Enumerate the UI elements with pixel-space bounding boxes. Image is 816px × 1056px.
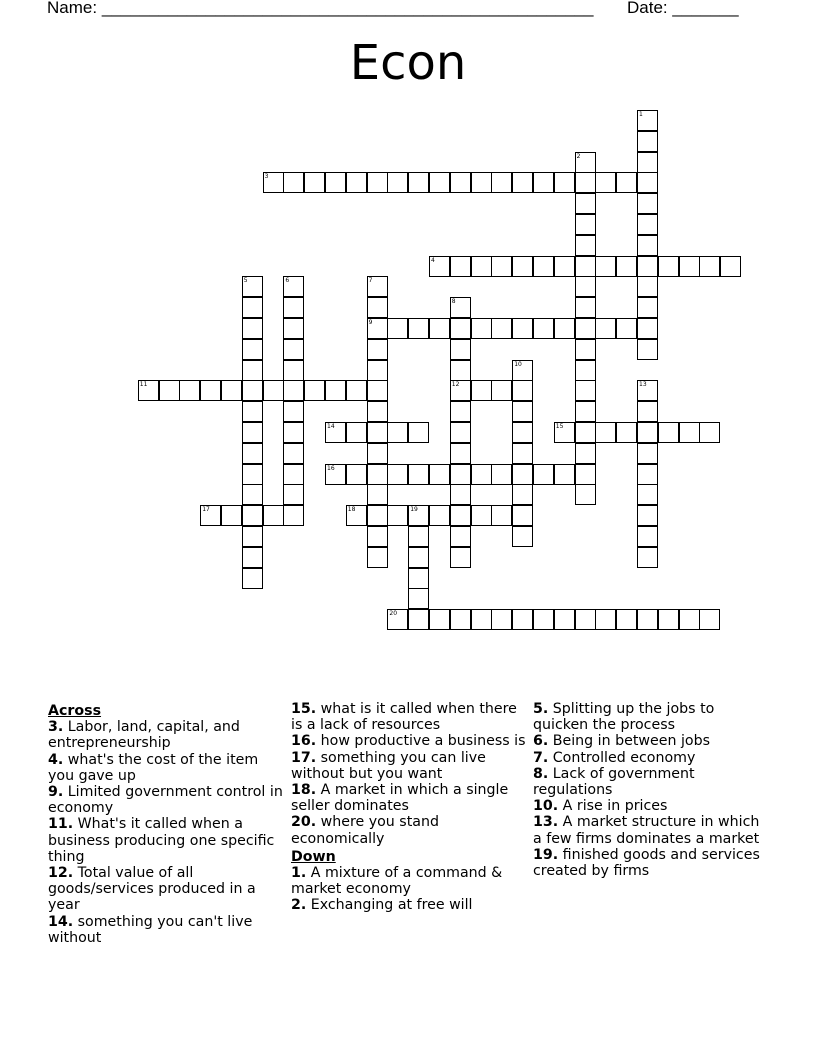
name-label: Name: <box>47 0 98 17</box>
clue-number: 15 <box>555 423 564 430</box>
grid-cell[interactable] <box>283 505 304 526</box>
clue-number-label: 5. <box>533 701 549 717</box>
down-clue <box>533 766 769 798</box>
grid-cell[interactable] <box>242 464 263 485</box>
grid-cell[interactable] <box>637 484 658 505</box>
grid-cell[interactable] <box>699 422 720 443</box>
grid-cell[interactable] <box>471 172 492 193</box>
grid-cell[interactable] <box>616 172 637 193</box>
clue-text: A market structure in which a few firms dominates a market <box>533 814 760 847</box>
grid-cell[interactable] <box>575 256 596 277</box>
clue-text: something you can live without but you want <box>291 749 486 782</box>
grid-cell[interactable] <box>242 339 263 360</box>
grid-cell[interactable] <box>575 297 596 318</box>
date-label: Date: <box>627 0 668 17</box>
grid-cell[interactable] <box>429 318 450 339</box>
grid-cell[interactable] <box>325 464 346 485</box>
grid-cell[interactable] <box>450 547 471 568</box>
grid-cell[interactable] <box>387 464 408 485</box>
grid-cell[interactable] <box>637 422 658 443</box>
grid-cell[interactable] <box>450 360 471 381</box>
grid-cell[interactable] <box>512 609 533 630</box>
grid-cell[interactable] <box>471 256 492 277</box>
clue-number: 4 <box>431 256 435 264</box>
clue-number-label: 16. <box>291 733 317 750</box>
grid-cell[interactable] <box>512 422 533 443</box>
grid-cell[interactable] <box>221 380 242 401</box>
grid-cell[interactable] <box>471 609 492 630</box>
grid-cell[interactable] <box>554 256 575 277</box>
grid-cell[interactable] <box>242 401 263 422</box>
grid-cell[interactable] <box>408 464 429 485</box>
grid-cell[interactable] <box>408 568 429 589</box>
grid-cell[interactable] <box>304 380 325 401</box>
across-clue <box>48 865 284 914</box>
page-title: Econ <box>349 35 467 91</box>
clue-text: A rise in prices <box>558 798 668 815</box>
grid-cell[interactable] <box>283 297 304 318</box>
grid-cell[interactable] <box>242 443 263 464</box>
grid-cell[interactable] <box>408 505 429 526</box>
grid-cell[interactable] <box>408 547 429 568</box>
clue-text: something you can't live without <box>48 913 253 946</box>
clue-number: 6 <box>285 277 290 285</box>
down-clue <box>291 897 527 913</box>
grid-cell[interactable] <box>283 318 304 339</box>
clue-text: what is it called when there is a lack of resources <box>291 701 517 734</box>
grid-cell[interactable] <box>387 609 408 630</box>
clue-text: Exchanging at free will <box>306 897 473 914</box>
grid-cell[interactable] <box>575 464 596 485</box>
grid-cell[interactable] <box>367 422 388 443</box>
clue-number: 2 <box>576 152 581 160</box>
grid-cell[interactable] <box>283 422 304 443</box>
clue-number: 12 <box>451 381 460 389</box>
clue-number-label: 11. <box>48 816 74 833</box>
grid-cell[interactable] <box>616 318 637 339</box>
grid-cell[interactable] <box>242 380 263 401</box>
grid-cell[interactable] <box>575 422 596 443</box>
clue-number-label: 8. <box>533 765 549 782</box>
grid-cell[interactable] <box>658 422 679 443</box>
grid-cell[interactable] <box>367 339 388 360</box>
grid-cell[interactable] <box>575 484 596 505</box>
grid-cell[interactable] <box>304 172 325 193</box>
grid-cell[interactable] <box>367 276 388 297</box>
grid-cell[interactable] <box>637 380 658 401</box>
grid-cell[interactable] <box>554 422 575 443</box>
clue-number-label: 1. <box>291 865 307 882</box>
grid-cell[interactable] <box>637 193 658 214</box>
grid-cell[interactable] <box>512 464 533 485</box>
grid-cell[interactable] <box>512 380 533 401</box>
clue-number: 3 <box>264 173 269 181</box>
clue-number: 8 <box>451 298 456 306</box>
grid-cell[interactable] <box>367 360 388 381</box>
grid-cell[interactable] <box>367 505 388 526</box>
grid-cell[interactable] <box>325 380 346 401</box>
grid-cell[interactable] <box>429 505 450 526</box>
grid-cell[interactable] <box>491 318 512 339</box>
grid-cell[interactable] <box>575 443 596 464</box>
down-heading: Down <box>291 848 336 865</box>
grid-cell[interactable] <box>242 484 263 505</box>
grid-cell[interactable] <box>637 152 658 173</box>
grid-cell[interactable] <box>408 318 429 339</box>
grid-cell[interactable] <box>450 339 471 360</box>
across-clue <box>291 733 527 749</box>
clue-number-label: 7. <box>533 749 549 766</box>
clue-text: Controlled economy <box>548 749 696 766</box>
grid-cell[interactable] <box>367 401 388 422</box>
down-clue <box>533 798 769 814</box>
grid-cell[interactable] <box>242 568 263 589</box>
clue-number: 13 <box>639 381 647 389</box>
across-clue <box>48 784 284 816</box>
grid-cell[interactable] <box>283 276 304 297</box>
grid-cell[interactable] <box>346 172 367 193</box>
grid-cell[interactable] <box>450 464 471 485</box>
grid-cell[interactable] <box>325 422 346 443</box>
down-clue <box>533 847 769 879</box>
grid-cell[interactable] <box>491 505 512 526</box>
clue-number: 5 <box>243 277 248 285</box>
across-heading: Across <box>48 703 102 719</box>
grid-cell[interactable] <box>491 380 512 401</box>
grid-cell[interactable] <box>200 505 221 526</box>
clue-number: 17 <box>202 506 210 514</box>
grid-cell[interactable] <box>450 526 471 547</box>
grid-cell[interactable] <box>408 172 429 193</box>
clues-column-2 <box>291 701 527 914</box>
clue-text: Labor, land, capital, and entrepreneurship <box>48 719 240 752</box>
grid-cell[interactable] <box>679 422 700 443</box>
grid-cell[interactable] <box>346 380 367 401</box>
grid-cell[interactable] <box>512 256 533 277</box>
across-clue <box>48 752 284 784</box>
clue-text: A market in which a single seller dominates <box>291 782 509 815</box>
grid-cell[interactable] <box>408 588 429 609</box>
grid-cell[interactable] <box>200 380 221 401</box>
grid-cell[interactable] <box>533 172 554 193</box>
grid-cell[interactable] <box>179 380 200 401</box>
grid-cell[interactable] <box>429 609 450 630</box>
grid-cell[interactable] <box>471 318 492 339</box>
grid-cell[interactable] <box>616 256 637 277</box>
grid-cell[interactable] <box>263 380 284 401</box>
grid-cell[interactable] <box>637 339 658 360</box>
grid-cell[interactable] <box>138 380 159 401</box>
grid-cell[interactable] <box>533 464 554 485</box>
grid-cell[interactable] <box>325 172 346 193</box>
date-line[interactable]: _______ <box>672 0 739 17</box>
clue-number-label: 2. <box>291 897 307 914</box>
grid-cell[interactable] <box>491 609 512 630</box>
grid-cell[interactable] <box>283 401 304 422</box>
grid-cell[interactable] <box>367 464 388 485</box>
grid-cell[interactable] <box>159 380 180 401</box>
clue-text: Total value of all goods/services produced in a year <box>48 865 256 914</box>
grid-cell[interactable] <box>429 464 450 485</box>
grid-cell[interactable] <box>450 172 471 193</box>
grid-cell[interactable] <box>637 443 658 464</box>
grid-cell[interactable] <box>283 360 304 381</box>
grid-cell[interactable] <box>575 152 596 173</box>
across-clue <box>291 701 527 733</box>
grid-cell[interactable] <box>637 464 658 485</box>
grid-cell[interactable] <box>367 443 388 464</box>
grid-cell[interactable] <box>595 422 616 443</box>
grid-cell[interactable] <box>575 193 596 214</box>
grid-cell[interactable] <box>283 464 304 485</box>
grid-cell[interactable] <box>387 422 408 443</box>
grid-cell[interactable] <box>408 526 429 547</box>
grid-cell[interactable] <box>283 484 304 505</box>
grid-cell[interactable] <box>450 422 471 443</box>
clue-text: what's the cost of the item you gave up <box>48 751 259 784</box>
clues-column-1 <box>48 701 284 946</box>
grid-cell[interactable] <box>533 609 554 630</box>
grid-cell[interactable] <box>637 318 658 339</box>
name-line[interactable]: ____________________________________________________ <box>101 0 594 17</box>
grid-cell[interactable] <box>512 401 533 422</box>
clue-number-label: 14. <box>48 913 74 930</box>
grid-cell[interactable] <box>512 443 533 464</box>
clue-number: 7 <box>368 277 373 285</box>
grid-cell[interactable] <box>408 609 429 630</box>
grid-cell[interactable] <box>242 297 263 318</box>
grid-cell[interactable] <box>387 505 408 526</box>
grid-cell[interactable] <box>346 464 367 485</box>
grid-cell[interactable] <box>595 609 616 630</box>
grid-cell[interactable] <box>429 172 450 193</box>
grid-cell[interactable] <box>637 609 658 630</box>
grid-cell[interactable] <box>471 505 492 526</box>
grid-cell[interactable] <box>450 318 471 339</box>
grid-cell[interactable] <box>575 360 596 381</box>
clue-number-label: 20. <box>291 814 317 831</box>
clue-number-label: 17. <box>291 749 317 766</box>
grid-cell[interactable] <box>450 256 471 277</box>
grid-cell[interactable] <box>575 609 596 630</box>
grid-cell[interactable] <box>491 464 512 485</box>
clue-number-label: 15. <box>291 701 317 717</box>
grid-cell[interactable] <box>554 464 575 485</box>
grid-cell[interactable] <box>450 401 471 422</box>
grid-cell[interactable] <box>429 256 450 277</box>
grid-cell[interactable] <box>283 443 304 464</box>
clue-number: 10 <box>514 360 522 368</box>
grid-cell[interactable] <box>720 256 741 277</box>
grid-cell[interactable] <box>367 547 388 568</box>
clue-number-label: 6. <box>533 733 549 750</box>
grid-cell[interactable] <box>637 235 658 256</box>
clue-number-label: 12. <box>48 865 74 882</box>
clue-text: Splitting up the jobs to quicken the process <box>533 701 715 734</box>
grid-cell[interactable] <box>387 318 408 339</box>
across-clue <box>48 816 284 865</box>
grid-cell[interactable] <box>450 609 471 630</box>
grid-cell[interactable] <box>512 484 533 505</box>
grid-cell[interactable] <box>595 256 616 277</box>
clue-number: 19 <box>410 506 418 514</box>
grid-cell[interactable] <box>616 609 637 630</box>
grid-cell[interactable] <box>242 505 263 526</box>
grid-cell[interactable] <box>512 318 533 339</box>
grid-cell[interactable] <box>346 505 367 526</box>
across-clue <box>48 719 284 751</box>
grid-cell[interactable] <box>512 505 533 526</box>
clue-number-label: 3. <box>48 719 64 736</box>
clue-text: What's it called when a business producing one specific thing <box>48 816 275 865</box>
grid-cell[interactable] <box>471 464 492 485</box>
clue-number: 1 <box>639 111 643 118</box>
grid-cell[interactable] <box>595 172 616 193</box>
grid-cell[interactable] <box>263 172 284 193</box>
across-clue <box>48 914 284 946</box>
across-clue <box>291 750 527 782</box>
clue-number: 18 <box>347 506 356 514</box>
down-clue <box>533 701 769 733</box>
grid-cell[interactable] <box>616 422 637 443</box>
clues-column-3 <box>533 701 769 879</box>
grid-cell[interactable] <box>450 297 471 318</box>
grid-cell[interactable] <box>575 380 596 401</box>
grid-cell[interactable] <box>637 172 658 193</box>
grid-cell[interactable] <box>367 297 388 318</box>
grid-cell[interactable] <box>367 484 388 505</box>
clue-number-label: 9. <box>48 784 64 801</box>
grid-cell[interactable] <box>575 235 596 256</box>
grid-cell[interactable] <box>575 276 596 297</box>
grid-cell[interactable] <box>554 609 575 630</box>
clue-text: A mixture of a command & market economy <box>291 865 503 898</box>
grid-cell[interactable] <box>679 256 700 277</box>
grid-cell[interactable] <box>637 526 658 547</box>
clue-number-label: 13. <box>533 814 559 831</box>
grid-cell[interactable] <box>533 256 554 277</box>
grid-cell[interactable] <box>637 214 658 235</box>
clue-text: Lack of government regulations <box>533 765 695 799</box>
grid-cell[interactable] <box>699 609 720 630</box>
clue-number-label: 19. <box>533 846 559 863</box>
down-clue <box>291 865 527 897</box>
grid-cell[interactable] <box>595 318 616 339</box>
grid-cell[interactable] <box>450 505 471 526</box>
grid-cell[interactable] <box>554 318 575 339</box>
grid-cell[interactable] <box>346 422 367 443</box>
clue-number: 11 <box>139 381 148 389</box>
grid-cell[interactable] <box>637 401 658 422</box>
grid-cell[interactable] <box>367 318 388 339</box>
clue-number-label: 10. <box>533 798 559 815</box>
grid-cell[interactable] <box>367 526 388 547</box>
grid-cell[interactable] <box>637 131 658 152</box>
grid-cell[interactable] <box>554 172 575 193</box>
clue-number: 14 <box>327 423 335 430</box>
grid-cell[interactable] <box>450 380 471 401</box>
grid-cell[interactable] <box>637 276 658 297</box>
grid-cell[interactable] <box>533 318 554 339</box>
grid-cell[interactable] <box>512 360 533 381</box>
grid-cell[interactable] <box>637 256 658 277</box>
grid-cell[interactable] <box>637 110 658 131</box>
grid-cell[interactable] <box>512 526 533 547</box>
grid-cell[interactable] <box>637 297 658 318</box>
grid-cell[interactable] <box>491 256 512 277</box>
grid-cell[interactable] <box>491 172 512 193</box>
grid-cell[interactable] <box>575 339 596 360</box>
clue-text: where you stand economically <box>291 814 439 847</box>
grid-cell[interactable] <box>658 256 679 277</box>
grid-cell[interactable] <box>575 172 596 193</box>
clue-text: finished goods and services created by firms <box>533 846 760 880</box>
clue-number: 20 <box>389 610 398 618</box>
grid-cell[interactable] <box>242 318 263 339</box>
grid-cell[interactable] <box>367 172 388 193</box>
clue-number: 16 <box>327 464 335 472</box>
grid-cell[interactable] <box>575 401 596 422</box>
grid-cell[interactable] <box>408 422 429 443</box>
grid-cell[interactable] <box>242 276 263 297</box>
grid-cell[interactable] <box>575 214 596 235</box>
across-clue <box>291 814 527 846</box>
grid-cell[interactable] <box>575 318 596 339</box>
grid-cell[interactable] <box>242 547 263 568</box>
grid-cell[interactable] <box>263 505 284 526</box>
clue-number-label: 18. <box>291 782 317 799</box>
clue-number: 9 <box>368 319 373 326</box>
grid-cell[interactable] <box>242 360 263 381</box>
down-clue <box>533 733 769 749</box>
clue-text: Limited government control in economy <box>48 784 283 817</box>
grid-cell[interactable] <box>658 609 679 630</box>
down-clue <box>533 750 769 766</box>
grid-cell[interactable] <box>699 256 720 277</box>
grid-cell[interactable] <box>367 380 388 401</box>
grid-cell[interactable] <box>387 172 408 193</box>
grid-cell[interactable] <box>679 609 700 630</box>
grid-cell[interactable] <box>242 422 263 443</box>
grid-cell[interactable] <box>637 547 658 568</box>
grid-cell[interactable] <box>512 172 533 193</box>
down-clue <box>533 814 769 846</box>
clue-number-label: 4. <box>48 751 64 768</box>
clue-text: Being in between jobs <box>548 733 711 750</box>
grid-cell[interactable] <box>283 380 304 401</box>
grid-cell[interactable] <box>450 443 471 464</box>
clue-text: how productive a business is <box>316 733 526 750</box>
grid-cell[interactable] <box>242 526 263 547</box>
across-clue <box>291 782 527 814</box>
grid-cell[interactable] <box>471 380 492 401</box>
grid-cell[interactable] <box>221 505 242 526</box>
grid-cell[interactable] <box>637 505 658 526</box>
grid-cell[interactable] <box>283 172 304 193</box>
grid-cell[interactable] <box>283 339 304 360</box>
grid-cell[interactable] <box>450 484 471 505</box>
